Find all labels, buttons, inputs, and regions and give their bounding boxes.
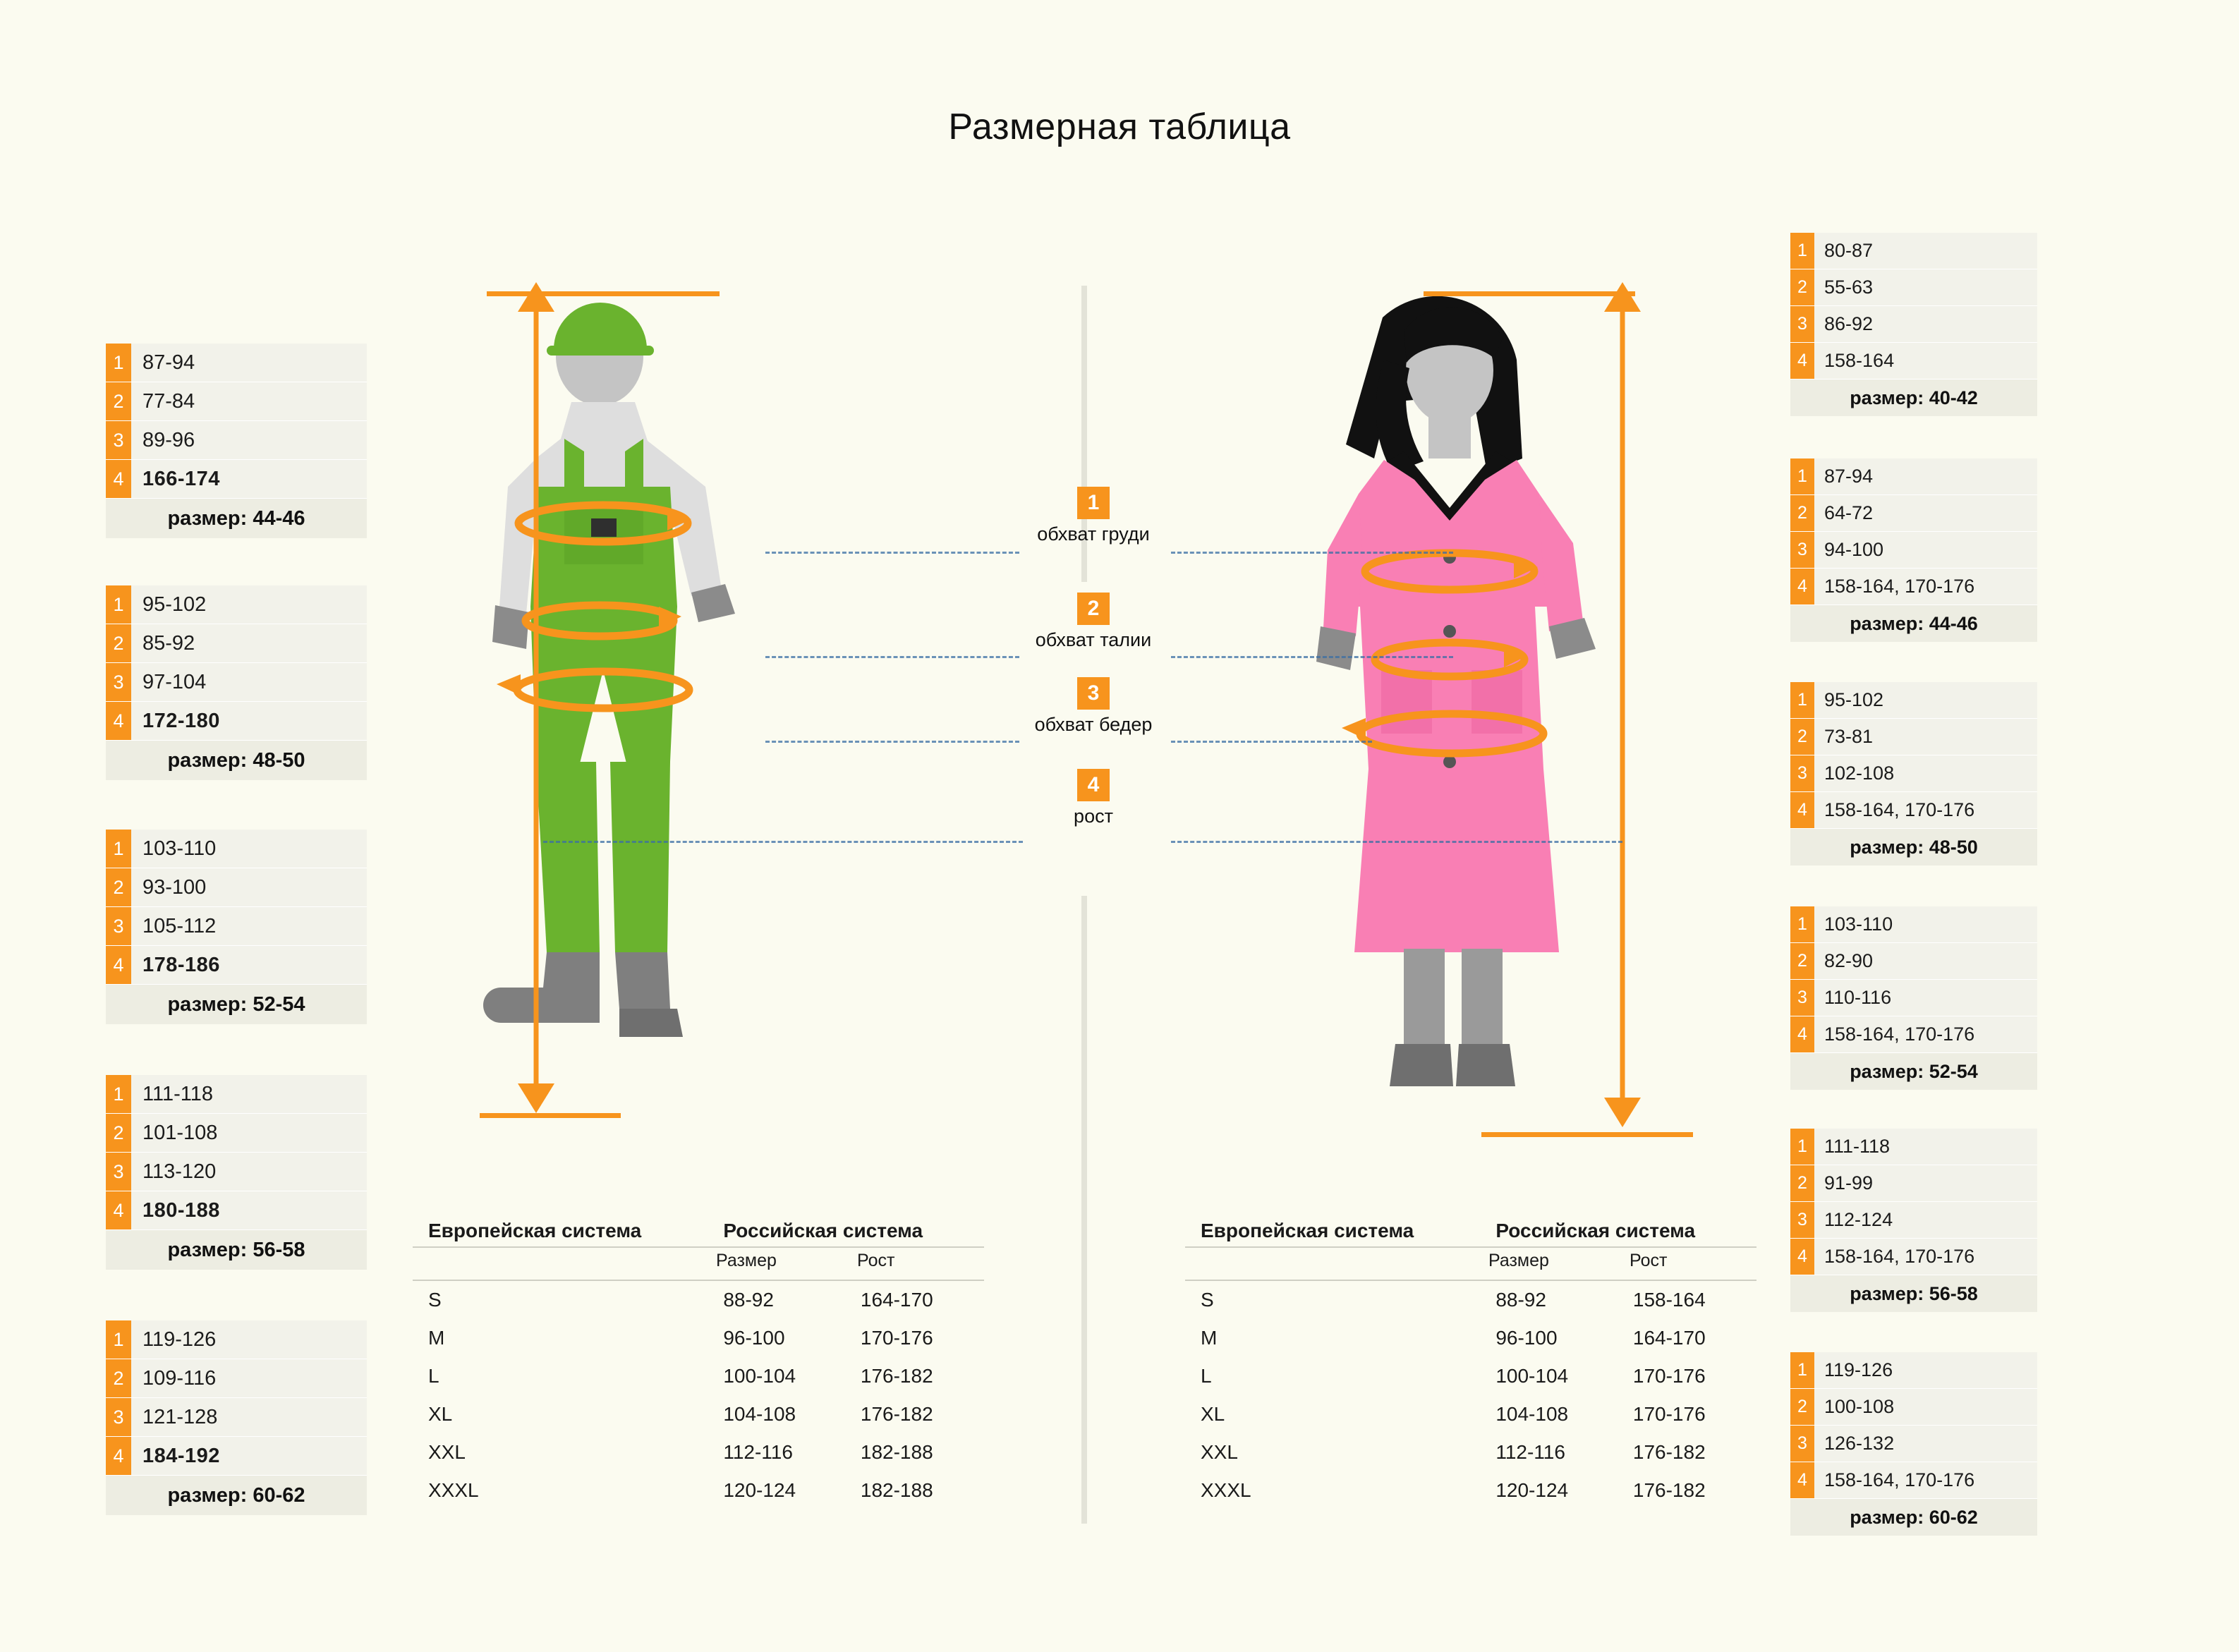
row-number: 3: [1790, 755, 1814, 791]
row-number: 4: [106, 946, 131, 984]
table-row: [1185, 1357, 1756, 1395]
row-number: 3: [106, 421, 131, 459]
cell-height: 176-182: [1632, 1479, 1706, 1501]
table-row: [413, 1395, 984, 1433]
female-bottom-tick: [1481, 1132, 1693, 1137]
card-size-label: размер: 60-62: [1790, 1499, 2037, 1536]
row-value: 121-128: [142, 1405, 218, 1428]
row-value: 102-108: [1824, 763, 1895, 784]
card-row: [106, 663, 367, 702]
table-row: [413, 1357, 984, 1395]
row-number: 4: [106, 702, 131, 740]
cell-size: 120-124: [1495, 1479, 1569, 1501]
male-height-arrow: [487, 268, 585, 1115]
row-value: 103-110: [1824, 913, 1893, 935]
card-row: [1790, 1129, 2037, 1165]
cell-size: 96-100: [1495, 1327, 1558, 1349]
card-row: [106, 1075, 367, 1114]
female-size-card-40-42: [1790, 233, 2037, 416]
card-row: [1790, 1202, 2037, 1239]
row-number: 3: [106, 907, 131, 945]
row-value: 158-164, 170-176: [1824, 1469, 1975, 1490]
row-number: 3: [1790, 1202, 1814, 1238]
row-number: 2: [1790, 719, 1814, 755]
card-row: [1790, 532, 2037, 569]
men-sub-height: Рост: [857, 1251, 895, 1270]
row-value: 119-126: [1824, 1359, 1893, 1380]
row-number: 1: [1790, 682, 1814, 718]
row-number: 1: [1790, 906, 1814, 942]
cell-height: 176-182: [1632, 1441, 1706, 1463]
women-size-table: [1185, 1210, 1756, 1510]
row-value: 87-94: [142, 351, 195, 374]
row-value: 80-87: [1824, 240, 1874, 261]
card-row: [1790, 1426, 2037, 1462]
row-number: 4: [1790, 343, 1814, 379]
row-number: 1: [1790, 458, 1814, 494]
female-size-card-60-62: [1790, 1352, 2037, 1536]
card-row: [1790, 1165, 2037, 1202]
row-value: 158-164, 170-176: [1824, 576, 1975, 597]
row-number: 3: [1790, 306, 1814, 342]
row-value: 93-100: [142, 875, 207, 899]
cell-size: 120-124: [723, 1479, 796, 1501]
card-row: [106, 460, 367, 499]
row-value: 95-102: [142, 593, 207, 616]
page-title: Размерная таблица: [948, 107, 1291, 147]
cell-eu: L: [1201, 1365, 1212, 1387]
card-row: [1790, 1462, 2037, 1499]
row-number: 3: [1790, 532, 1814, 568]
cell-height: 176-182: [860, 1365, 933, 1387]
card-row: [1790, 980, 2037, 1016]
women-sub-empty: [1185, 1248, 1488, 1280]
row-number: 2: [1790, 1389, 1814, 1425]
card-row: [1790, 755, 2037, 792]
card-size-label: размер: 52-54: [1790, 1053, 2037, 1090]
card-row: [106, 344, 367, 382]
men-table-header: [413, 1210, 984, 1248]
card-row: [1790, 306, 2037, 343]
row-number: 3: [106, 1398, 131, 1436]
cell-eu: M: [1201, 1327, 1218, 1349]
card-row: [106, 1398, 367, 1437]
card-size-label: размер: 52-54: [106, 985, 367, 1024]
cell-height: 182-188: [860, 1479, 933, 1501]
card-row: [106, 585, 367, 624]
card-row: [1790, 719, 2037, 755]
card-row: [106, 382, 367, 421]
cell-size: 112-116: [723, 1441, 793, 1463]
cell-eu: S: [428, 1289, 442, 1311]
cell-height: 170-176: [1632, 1403, 1706, 1425]
row-value: 86-92: [1824, 313, 1874, 334]
row-number: 1: [106, 344, 131, 382]
card-size-label: размер: 48-50: [106, 741, 367, 780]
card-row: [106, 702, 367, 741]
card-row: [106, 421, 367, 460]
measure-badge-2: 2: [1077, 593, 1110, 625]
row-number: 2: [106, 1114, 131, 1152]
card-row: [1790, 792, 2037, 829]
card-row: [106, 868, 367, 907]
row-number: 4: [1790, 569, 1814, 605]
row-number: 1: [1790, 233, 1814, 269]
row-value: 112-124: [1824, 1209, 1893, 1230]
female-size-card-56-58: [1790, 1129, 2037, 1312]
row-number: 4: [1790, 1016, 1814, 1052]
dash-waist-left: [765, 656, 1019, 658]
men-header-eu: Европейская система: [428, 1220, 642, 1241]
cell-size: 100-104: [1495, 1365, 1569, 1387]
cell-height: 158-164: [1632, 1289, 1706, 1311]
card-row: [1790, 943, 2037, 980]
male-top-tick: [487, 291, 720, 296]
women-table-header: [1185, 1210, 1756, 1248]
cell-eu: XXXL: [1201, 1479, 1251, 1501]
measure-badge-4: 4: [1077, 769, 1110, 801]
row-number: 1: [106, 1320, 131, 1359]
separator-bottom: [1081, 896, 1087, 1524]
row-number: 4: [1790, 792, 1814, 828]
male-size-card-44-46: [106, 344, 367, 538]
row-value: 77-84: [142, 389, 195, 413]
table-row: [1185, 1433, 1756, 1471]
card-row: [1790, 1239, 2037, 1275]
row-value: 87-94: [1824, 466, 1874, 487]
dash-height-left: [543, 841, 1023, 843]
cell-eu: XXL: [1201, 1441, 1238, 1463]
women-sub-height: Рост: [1630, 1251, 1668, 1270]
card-row: [106, 907, 367, 946]
male-size-card-56-58: [106, 1075, 367, 1270]
card-row: [106, 946, 367, 985]
card-size-label: размер: 56-58: [106, 1230, 367, 1270]
measure-label-waist: [1009, 593, 1178, 651]
measure-label-height: [1009, 769, 1178, 827]
row-value: 82-90: [1824, 950, 1874, 971]
row-number: 4: [1790, 1239, 1814, 1275]
female-top-tick: [1424, 291, 1635, 296]
row-number: 4: [106, 1437, 131, 1475]
measure-text-waist: обхват талии: [1035, 629, 1152, 650]
card-row: [106, 1359, 367, 1398]
row-value: 113-120: [142, 1160, 217, 1183]
card-size-label: размер: 44-46: [106, 499, 367, 538]
women-header-eu: Европейская система: [1201, 1220, 1414, 1241]
cell-height: 164-170: [860, 1289, 933, 1311]
cell-size: 112-116: [1495, 1441, 1565, 1463]
row-value: 100-108: [1824, 1396, 1895, 1417]
measure-label-chest: [1009, 487, 1178, 545]
row-number: 3: [1790, 980, 1814, 1016]
female-size-card-48-50: [1790, 682, 2037, 866]
female-size-card-52-54: [1790, 906, 2037, 1090]
measure-badge-1: 1: [1077, 487, 1110, 519]
measure-badge-3: 3: [1077, 677, 1110, 710]
cell-eu: XXXL: [428, 1479, 479, 1501]
cell-eu: XL: [1201, 1403, 1225, 1425]
measure-label-hips: [1009, 677, 1178, 736]
men-size-table: [413, 1210, 984, 1510]
female-size-card-44-46: [1790, 458, 2037, 642]
cell-size: 88-92: [723, 1289, 774, 1311]
row-value: 64-72: [1824, 502, 1874, 523]
row-number: 4: [106, 460, 131, 498]
women-sub-size: Размер: [1488, 1251, 1549, 1270]
row-number: 4: [106, 1191, 131, 1229]
card-row: [1790, 1389, 2037, 1426]
row-value: 101-108: [142, 1121, 218, 1144]
row-value: 103-110: [142, 837, 217, 860]
cell-size: 100-104: [723, 1365, 796, 1387]
row-number: 3: [106, 663, 131, 701]
cell-eu: S: [1201, 1289, 1214, 1311]
table-row: [1185, 1319, 1756, 1357]
card-size-label: размер: 60-62: [106, 1476, 367, 1515]
men-sub-empty: [413, 1248, 716, 1280]
row-value: 119-126: [142, 1328, 217, 1351]
dash-hips-left: [765, 741, 1019, 743]
row-value: 111-118: [142, 1082, 213, 1105]
row-value: 172-180: [142, 709, 220, 732]
card-size-label: размер: 44-46: [1790, 605, 2037, 642]
card-row: [106, 1153, 367, 1191]
row-number: 1: [106, 830, 131, 868]
row-value: 55-63: [1824, 277, 1874, 298]
row-value: 184-192: [142, 1444, 220, 1467]
row-number: 2: [106, 1359, 131, 1397]
table-row: [1185, 1281, 1756, 1319]
card-size-label: размер: 48-50: [1790, 829, 2037, 866]
card-row: [106, 1320, 367, 1359]
table-row: [413, 1471, 984, 1510]
measure-text-chest: обхват груди: [1037, 523, 1150, 545]
male-size-card-52-54: [106, 830, 367, 1024]
card-size-label: размер: 40-42: [1790, 379, 2037, 416]
row-number: 2: [1790, 1165, 1814, 1201]
card-row: [1790, 495, 2037, 532]
row-value: 85-92: [142, 631, 195, 655]
row-number: 3: [106, 1153, 131, 1191]
male-bottom-tick: [480, 1113, 621, 1118]
card-row: [1790, 906, 2037, 943]
cell-size: 104-108: [723, 1403, 796, 1425]
dash-hips-right: [1171, 741, 1372, 743]
row-value: 178-186: [142, 953, 220, 976]
row-value: 94-100: [1824, 539, 1884, 560]
dash-height-right: [1171, 841, 1622, 843]
row-number: 1: [106, 585, 131, 624]
cell-eu: XXL: [428, 1441, 466, 1463]
row-value: 111-118: [1824, 1136, 1891, 1157]
cell-eu: XL: [428, 1403, 453, 1425]
dash-chest-left: [765, 552, 1019, 554]
card-row: [1790, 682, 2037, 719]
row-value: 91-99: [1824, 1172, 1874, 1194]
row-value: 158-164, 170-176: [1824, 799, 1975, 820]
row-value: 95-102: [1824, 689, 1884, 710]
dash-waist-right: [1171, 656, 1453, 658]
card-row: [1790, 233, 2037, 269]
card-row: [106, 830, 367, 868]
row-value: 89-96: [142, 428, 195, 451]
row-value: 73-81: [1824, 726, 1874, 747]
card-row: [1790, 458, 2037, 495]
cell-eu: L: [428, 1365, 439, 1387]
card-size-label: размер: 56-58: [1790, 1275, 2037, 1312]
row-value: 97-104: [142, 670, 207, 693]
cell-size: 104-108: [1495, 1403, 1569, 1425]
row-number: 1: [106, 1075, 131, 1113]
women-header-ru: Российская система: [1495, 1220, 1696, 1241]
male-size-card-48-50: [106, 585, 367, 780]
women-table-subheader: [1185, 1248, 1756, 1281]
table-row: [1185, 1395, 1756, 1433]
row-value: 158-164: [1824, 350, 1895, 371]
row-number: 2: [106, 868, 131, 906]
row-value: 110-116: [1824, 987, 1892, 1008]
card-row: [1790, 343, 2037, 379]
row-value: 126-132: [1824, 1433, 1895, 1454]
table-row: [413, 1433, 984, 1471]
table-row: [413, 1281, 984, 1319]
cell-height: 176-182: [860, 1403, 933, 1425]
measure-text-hips: обхват бедер: [1034, 714, 1153, 735]
row-value: 158-164, 170-176: [1824, 1024, 1975, 1045]
row-number: 3: [1790, 1426, 1814, 1462]
row-value: 180-188: [142, 1198, 220, 1222]
card-row: [1790, 1016, 2037, 1053]
cell-size: 88-92: [1495, 1289, 1546, 1311]
row-number: 2: [1790, 269, 1814, 305]
measure-text-height: рост: [1074, 806, 1113, 827]
card-row: [1790, 569, 2037, 605]
cell-height: 170-176: [1632, 1365, 1706, 1387]
table-row: [413, 1319, 984, 1357]
row-number: 2: [106, 382, 131, 420]
row-value: 105-112: [142, 914, 217, 937]
row-value: 166-174: [142, 467, 220, 490]
men-header-ru: Российская система: [723, 1220, 923, 1241]
row-number: 2: [106, 624, 131, 662]
card-row: [106, 1437, 367, 1476]
dash-chest-right: [1171, 552, 1453, 554]
men-table-subheader: [413, 1248, 984, 1281]
male-size-card-60-62: [106, 1320, 367, 1515]
cell-height: 164-170: [1632, 1327, 1706, 1349]
row-value: 109-116: [142, 1366, 217, 1390]
female-height-arrow: [1573, 268, 1672, 1129]
row-value: 158-164, 170-176: [1824, 1246, 1975, 1267]
row-number: 4: [1790, 1462, 1814, 1498]
card-row: [106, 1191, 367, 1230]
cell-eu: M: [428, 1327, 445, 1349]
card-row: [1790, 269, 2037, 306]
row-number: 2: [1790, 495, 1814, 531]
card-row: [106, 1114, 367, 1153]
men-sub-size: Размер: [716, 1251, 777, 1270]
cell-height: 182-188: [860, 1441, 933, 1463]
cell-size: 96-100: [723, 1327, 785, 1349]
row-number: 2: [1790, 943, 1814, 979]
card-row: [106, 624, 367, 663]
table-row: [1185, 1471, 1756, 1510]
row-number: 1: [1790, 1352, 1814, 1388]
row-number: 1: [1790, 1129, 1814, 1165]
cell-height: 170-176: [860, 1327, 933, 1349]
card-row: [1790, 1352, 2037, 1389]
